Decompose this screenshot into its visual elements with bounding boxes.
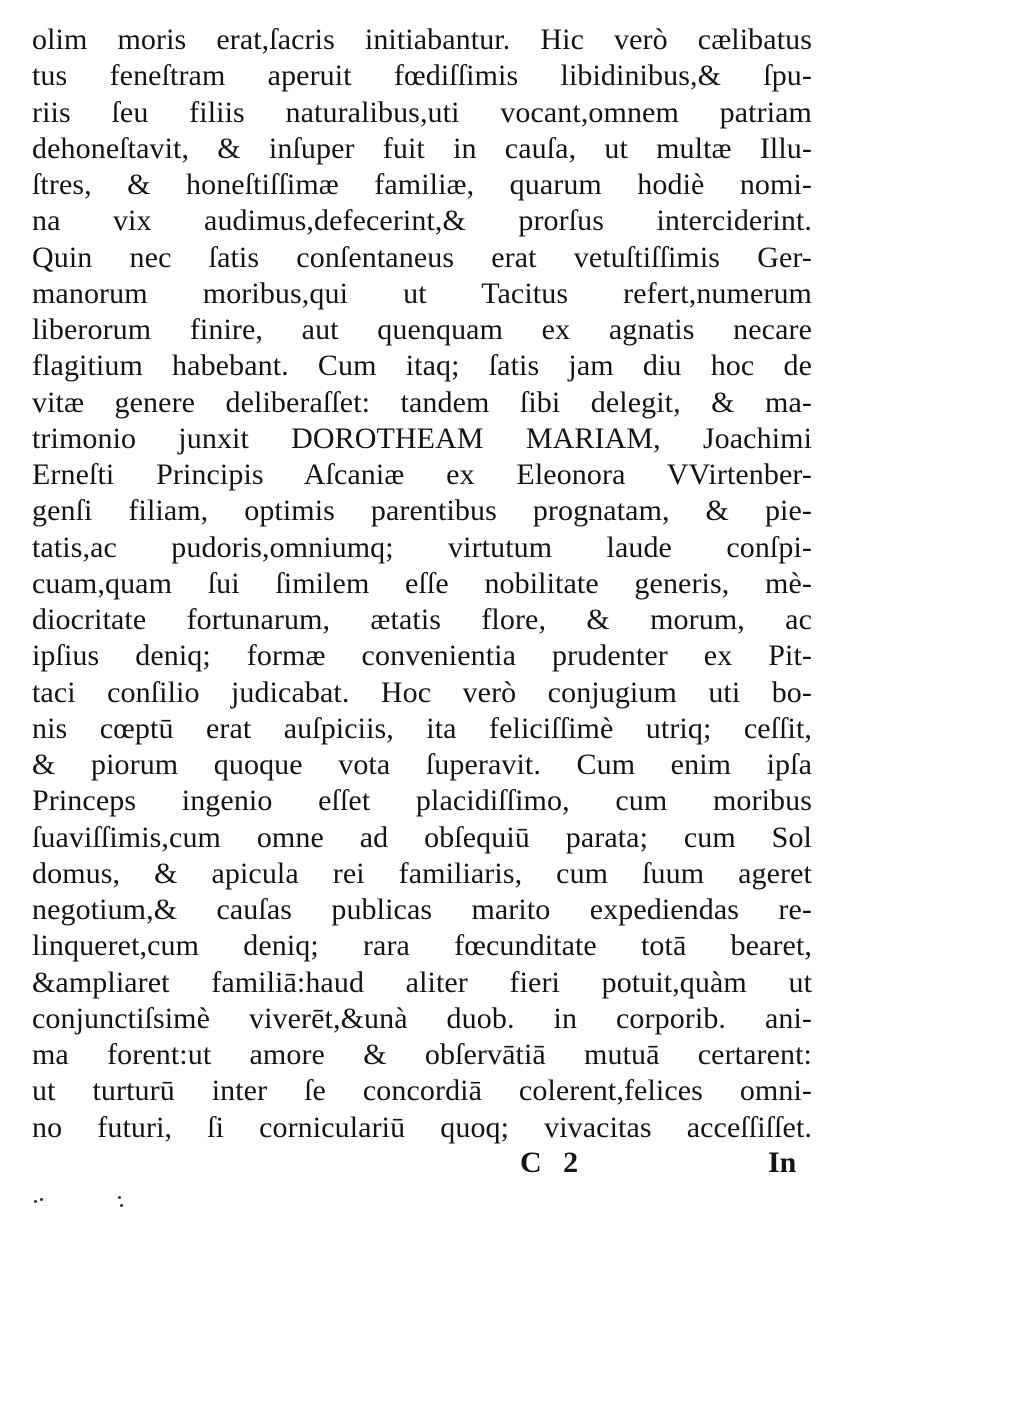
text-line: trimonio junxit DOROTHEAM MARIAM, Joachimi [32, 421, 812, 455]
ink-speck [40, 1198, 43, 1201]
page-footer [32, 1146, 812, 1186]
text-line: diocritate fortunarum, ætatis flore, & morum, ac [32, 603, 812, 636]
text-line: na vix audimus,defecerint,& prorſus interciderint. [32, 204, 812, 238]
text-line: Erneſti Principis Aſcaniæ ex Eleonora VVirtenber- [32, 458, 812, 491]
text-line: & piorum quoque vota ſuperavit. Cum enim ipſa [32, 748, 812, 781]
text-line: ſuaviſſimis,cum omne ad obſequiū parata; cum Sol [32, 820, 812, 854]
catchword: In [768, 1146, 797, 1179]
text-line: ipſius deniq; formæ convenientia prudenter ex Pit- [32, 639, 812, 673]
text-line: ſtres, & honeſtiſſimæ familiæ, quarum hodiè nomi- [32, 168, 812, 201]
ink-speck [118, 1196, 121, 1199]
text-line: flagitium habebant. Cum itaq; ſatis jam diu hoc de [32, 349, 812, 383]
text-line: Princeps ingenio eſſet placidiſſimo, cum moribus [32, 784, 812, 818]
ink-speck [34, 1200, 37, 1203]
text-line: riis ſeu filiis naturalibus,uti vocant,omnem patriam [32, 95, 812, 129]
signature-mark: C 2 [520, 1146, 579, 1179]
text-line: linqueret,cum deniq; rara fœcunditate totā bearet, [32, 929, 812, 963]
text-line: liberorum finire, aut quenquam ex agnatis necare [32, 313, 812, 346]
text-line: domus, & apicula rei familiaris, cum ſuum ageret [32, 856, 812, 890]
text-line: dehoneſtavit, & inſuper fuit in cauſa, ut multæ Illu- [32, 131, 812, 165]
page-text [32, 22, 812, 1146]
text-line: manorum moribus,qui ut Tacitus refert,numerum [32, 276, 812, 310]
text-line: taci conſilio judicabat. Hoc verò conjugium uti bo- [32, 675, 812, 709]
text-line: vitæ genere deliberaſſet: tandem ſibi delegit, & ma- [32, 385, 812, 419]
text-line: conjunctiſsimè viverēt,&unà duob. in corporib. ani- [32, 1001, 812, 1035]
text-line: olim moris erat,ſacris initiabantur. Hic verò cælibatus [32, 23, 812, 56]
text-line: negotium,& cauſas publicas marito expediendas re- [32, 893, 812, 926]
ink-specks [30, 1182, 130, 1212]
text-line: no futuri, ſi corniculariū quoq; vivacitas acceſſiſſet. [32, 1110, 812, 1144]
text-line: tus feneſtram aperuit fœdiſſimis libidinibus,& ſpu- [32, 59, 812, 93]
text-line: Quin nec ſatis conſentaneus erat vetuſtiſſimis Ger- [32, 240, 812, 274]
text-line: genſi filiam, optimis parentibus prognatam, & pie- [32, 494, 812, 528]
text-line: tatis,ac pudoris,omniumq; virtutum laude conſpi- [32, 530, 812, 564]
text-line: cuam,quam ſui ſimilem eſſe nobilitate generis, mè- [32, 566, 812, 600]
text-line: ut turturū inter ſe concordiā colerent,felices omni- [32, 1074, 812, 1108]
text-line: ma forent:ut amore & obſervātiā mutuā certarent: [32, 1038, 812, 1071]
text-line: &ampliaret familiā:haud aliter fieri potuit,quàm ut [32, 965, 812, 999]
text-line: nis cœptū erat auſpiciis, ita feliciſſimè utriq; ceſſit, [32, 711, 812, 745]
ink-speck [120, 1204, 123, 1207]
